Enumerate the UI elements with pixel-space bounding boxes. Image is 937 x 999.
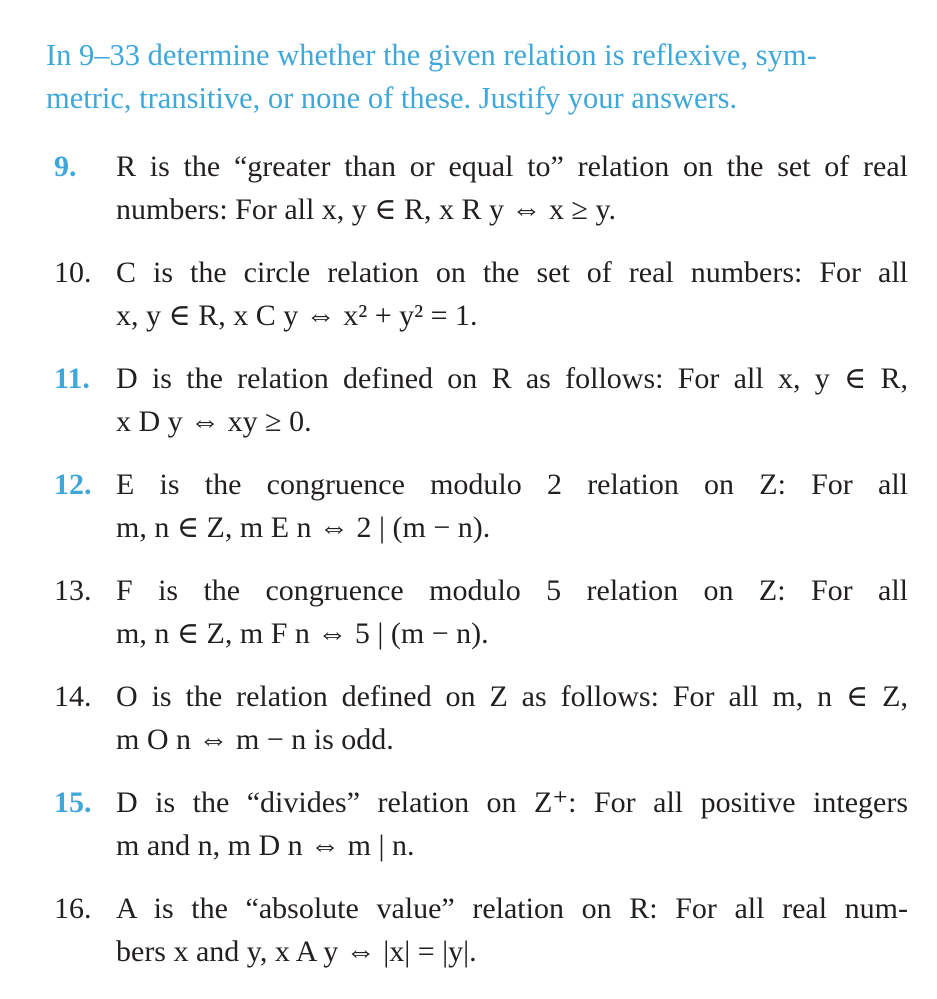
exercise-number: 13. — [54, 574, 92, 607]
exercise-text-line-1: D is the “divides” relation on Z⁺: For all positive integers — [116, 786, 908, 819]
exercise-text-line-1: O is the relation defined on Z as follows: For all m, n ∈ Z, — [116, 680, 908, 713]
exercise-15 — [54, 781, 914, 867]
exercise-text-line-1: E is the congruence modulo 2 relation on Z: For all — [116, 468, 908, 501]
exercise-text-line-2: numbers: For all x, y ∈ R, x R y ⇔ x ≥ y. — [116, 193, 617, 226]
exercise-number: 11. — [54, 362, 90, 395]
exercise-text-line-1: R is the “greater than or equal to” relation on the set of real — [116, 150, 908, 183]
exercise-number: 10. — [54, 256, 92, 289]
instructions — [46, 34, 916, 120]
instructions-line-1: In 9–33 determine whether the given relation is reflexive, sym- — [46, 38, 817, 72]
exercise-text-line-1: C is the circle relation on the set of real numbers: For all — [116, 256, 908, 289]
exercise-text-line-1: F is the congruence modulo 5 relation on Z: For all — [116, 574, 908, 607]
exercise-number: 16. — [54, 892, 92, 925]
exercise-9 — [54, 145, 914, 231]
exercise-10 — [54, 251, 914, 337]
exercise-text-line-2: m, n ∈ Z, m E n ⇔ 2 | (m − n). — [116, 511, 491, 544]
exercise-text-line-2: m, n ∈ Z, m F n ⇔ 5 | (m − n). — [116, 617, 489, 650]
exercise-text-line-2: bers x and y, x A y ⇔ |x| = |y|. — [116, 935, 477, 968]
exercise-number: 15. — [54, 786, 92, 819]
exercise-text-line-1: D is the relation defined on R as follows: For all x, y ∈ R, — [116, 362, 908, 395]
exercise-text-line-2: x, y ∈ R, x C y ⇔ x² + y² = 1. — [116, 299, 478, 332]
exercise-text-line-2: x D y ⇔ xy ≥ 0. — [116, 405, 312, 438]
instructions-line-2: metric, transitive, or none of these. Justify your answers. — [46, 81, 738, 115]
exercise-13 — [54, 569, 914, 655]
exercise-text-line-2: m and n, m D n ⇔ m | n. — [116, 829, 415, 862]
exercise-12 — [54, 463, 914, 549]
exercise-16 — [54, 887, 914, 973]
exercise-number: 12. — [54, 468, 92, 501]
exercise-number: 14. — [54, 680, 92, 713]
exercise-11 — [54, 357, 914, 443]
exercise-number: 9. — [54, 150, 77, 183]
exercise-14 — [54, 675, 914, 761]
exercise-text-line-1: A is the “absolute value” relation on R: For all real num- — [116, 892, 908, 925]
exercise-text-line-2: m O n ⇔ m − n is odd. — [116, 723, 394, 756]
